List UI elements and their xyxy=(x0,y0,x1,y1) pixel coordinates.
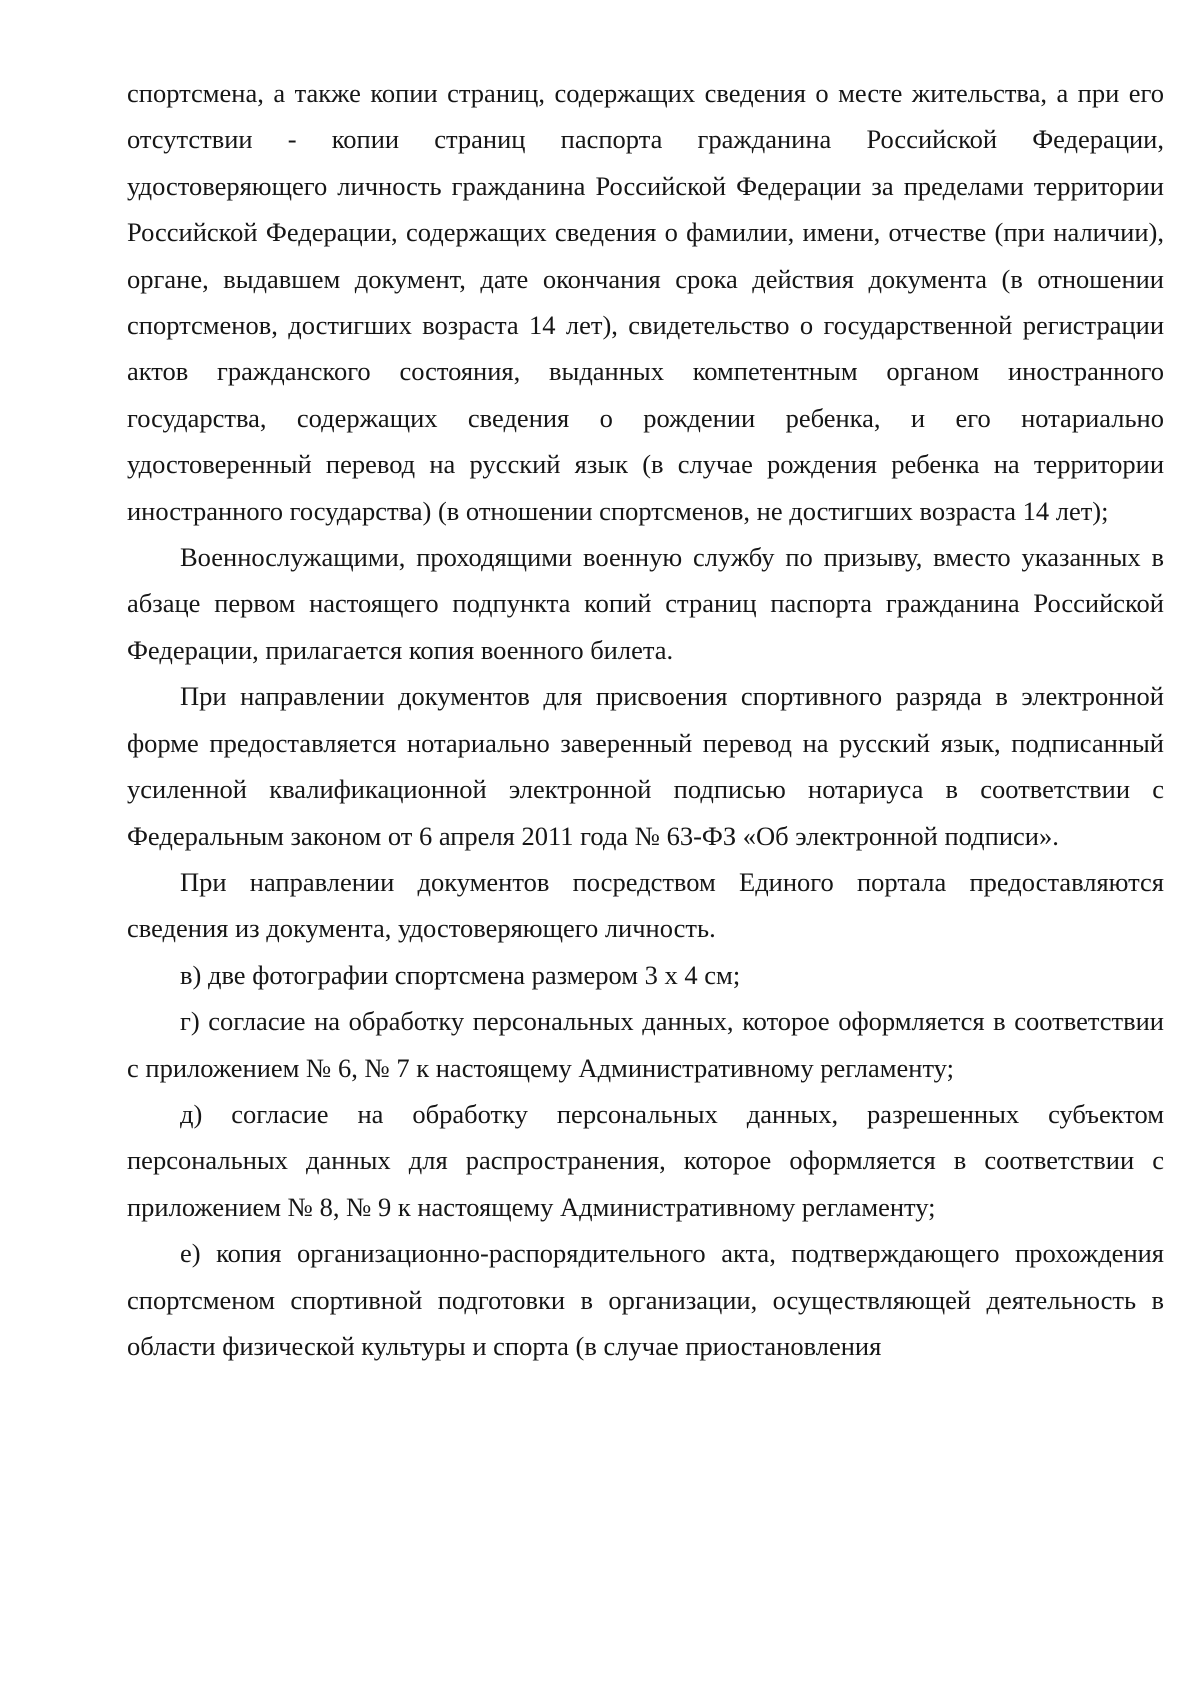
document-page xyxy=(127,70,1164,1369)
paragraph-passport-copies: спортсмена, а также копии страниц, содержащих сведения о месте жительства, а при его отсутствии - копии страниц паспорта гражданина Российской Федерации, удостоверяющего личность гражданина Российской Федерации за пределами территории Российской Федерации, содержащих сведения о фамилии, имени, отчестве (при наличии), органе, выдавшем документ, дате окончания срока действия документа (в отношении спортсменов, достигших возраста 14 лет), свидетельство о государственной регистрации актов гражданского состояния, выданных компетентным органом иностранного государства, содержащих сведения о рождении ребенка, и его нотариально удостоверенный перевод на русский язык (в случае рождения ребенка на территории иностранного государства) (в отношении спортсменов, не достигших возраста 14 лет); xyxy=(127,78,1164,526)
list-item-v-photos: в) две фотографии спортсмена размером 3 х 4 см; xyxy=(180,959,741,990)
paragraph-unified-portal: При направлении документов посредством Единого портала предоставляются сведения из документа, удостоверяющего личность. xyxy=(127,866,1164,944)
paragraph-electronic-form: При направлении документов для присвоения спортивного разряда в электронной форме предоставляется нотариально заверенный перевод на русский язык, подписанный усиленной квалификационной электронной подписью нотариуса в соответствии с Федеральным законом от 6 апреля 2011 года № 63-ФЗ «Об электронной подписи». xyxy=(127,681,1164,851)
list-item-e-act-copy: е) копия организационно-распорядительного акта, подтверждающего прохождения спортсменом спортивной подготовки в организации, осуществляющей деятельность в области физической культуры и спорта (в случае приостановления xyxy=(127,1238,1164,1361)
list-item-d-consent-distribution: д) согласие на обработку персональных данных, разрешенных субъектом персональных данных для распространения, которое оформляется в соответствии с приложением № 8, № 9 к настоящему Административному регламенту; xyxy=(127,1098,1164,1222)
list-item-g-consent: г) согласие на обработку персональных данных, которое оформляется в соответствии с приложением № 6, № 7 к настоящему Административному регламенту; xyxy=(127,1006,1164,1083)
paragraph-military-ticket: Военнослужащими, проходящими военную службу по призыву, вместо указанных в абзаце первом настоящего подпункта копий страниц паспорта гражданина Российской Федерации, прилагается копия военного билета. xyxy=(127,542,1164,665)
